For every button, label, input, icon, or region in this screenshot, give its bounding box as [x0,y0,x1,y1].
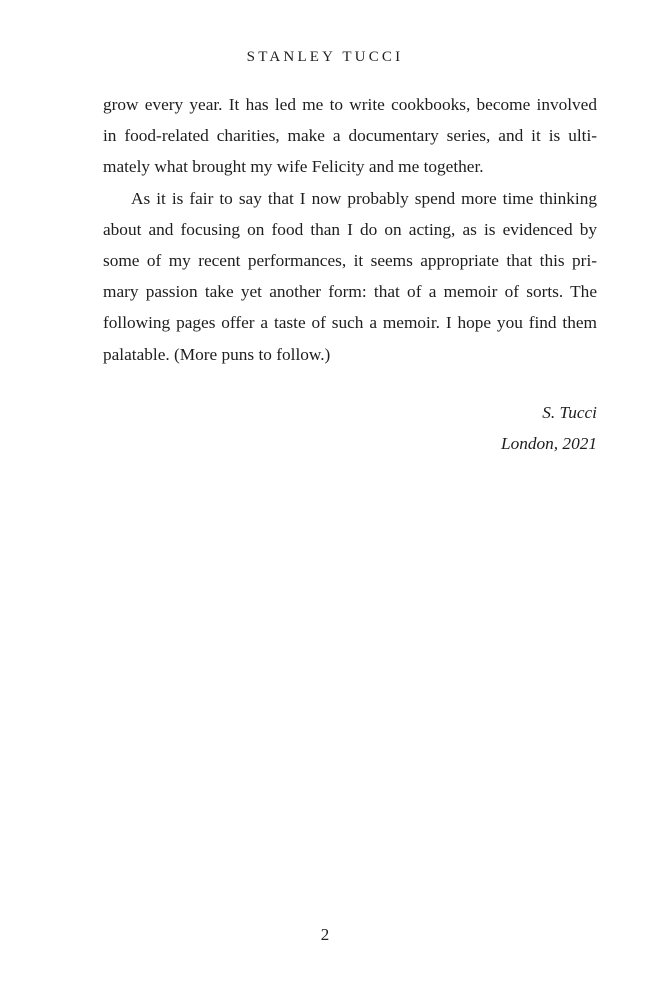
text-line: in food-related charities, make a documentary series, and it is ulti- [103,126,597,146]
text-line: about and focusing on food than I do on acting, as is evidenced by [103,219,597,239]
signature-block [501,397,597,459]
text-line: mately what brought my wife Felicity and me together. [103,157,484,177]
text-line: some of my recent performances, it seems appropriate that this pri- [103,251,597,271]
text-line: following pages offer a taste of such a memoir. I hope you find them [103,313,597,333]
text-line: mary passion take yet another form: that of a memoir of sorts. The [103,282,597,302]
text-line: grow every year. It has led me to write cookbooks, become involved [103,95,597,114]
signature-place-date: London, 2021 [500,434,597,453]
text-line: As it is fair to say that I now probably spend more time thinking [131,188,597,208]
body-text [103,89,597,370]
page-number: 2 [320,925,330,944]
paragraph-2 [103,183,597,370]
running-head: STANLEY TUCCI [246,49,404,65]
signature-name: S. Tucci [542,403,597,422]
text-line: palatable. (More puns to follow.) [103,344,331,364]
paragraph-1 [103,89,597,183]
